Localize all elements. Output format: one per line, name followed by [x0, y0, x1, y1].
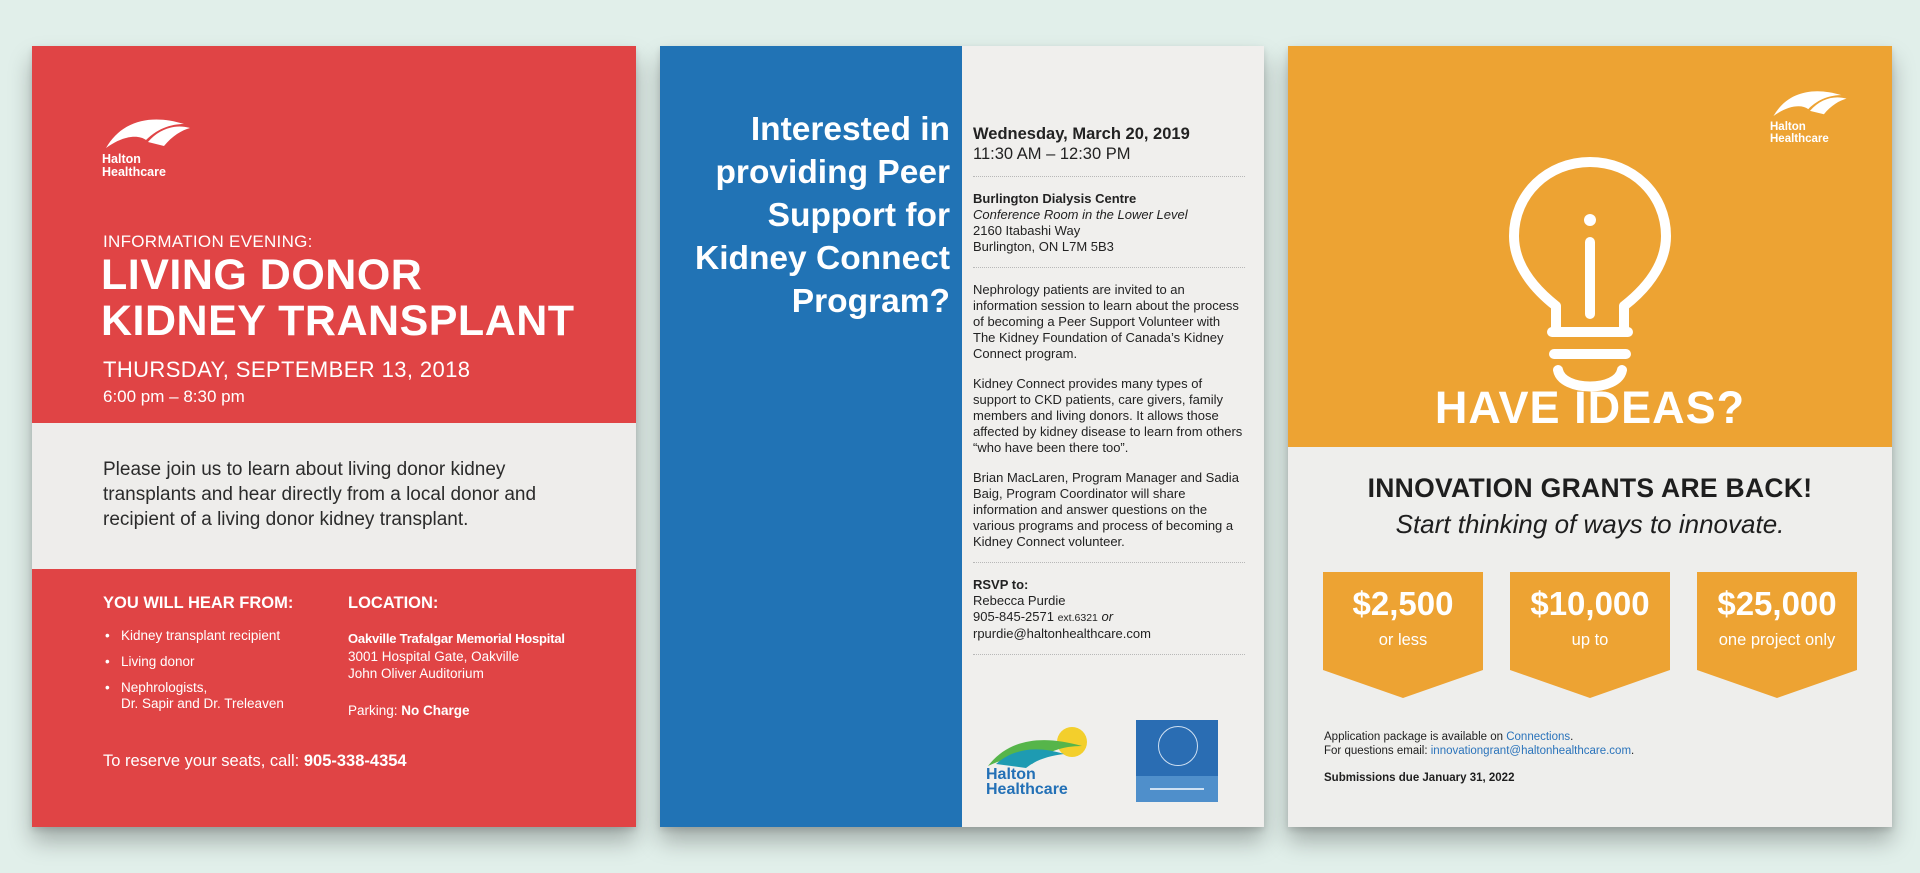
logo-line-1: Halton [1770, 121, 1806, 133]
location-name: Oakville Trafalgar Memorial Hospital [348, 631, 565, 646]
location-heading: LOCATION: [348, 594, 439, 612]
tier-amount: $10,000 [1530, 585, 1650, 622]
orange-panel [1288, 46, 1892, 447]
parking-value: No Charge [401, 703, 470, 718]
title-line-1: LIVING DONOR [101, 251, 423, 299]
halton-healthcare-logo [1770, 86, 1860, 145]
headline-line: providing Peer [715, 154, 950, 191]
tier-amount: $2,500 [1352, 585, 1454, 622]
tier-note: one project only [1718, 631, 1836, 649]
location-details [348, 630, 565, 683]
parking-info [348, 703, 470, 718]
info-line-1: Application package is available on Connections. [1324, 731, 1574, 743]
divider [973, 562, 1245, 563]
divider [973, 176, 1245, 177]
wave-logo-icon [1770, 86, 1850, 120]
headline-line: Program? [791, 283, 950, 320]
poster-headline: HAVE IDEAS? [1434, 382, 1746, 433]
poster-kidney-connect [660, 46, 1264, 827]
location-address: 3001 Hospital Gate, Oakville [348, 648, 520, 664]
grant-tier [1697, 572, 1857, 698]
reserve-phone: 905-338-4354 [303, 752, 407, 770]
event-date: Wednesday, March 20, 2019 [973, 125, 1190, 143]
info-line-2: For questions email: innovationgrant@haltonhealthcare.com. [1324, 745, 1635, 757]
poster-living-donor [32, 46, 636, 827]
logo-line-1: Halton [102, 152, 141, 166]
poster-innovation-grants [1288, 46, 1892, 827]
logo-line-2: Healthcare [986, 781, 1068, 798]
reserve-text: To reserve your seats, call: [103, 752, 300, 770]
info-text: Application package is available on [1324, 731, 1504, 743]
blue-panel [660, 46, 962, 827]
tier-note: or less [1378, 631, 1428, 649]
reserve-line [103, 752, 407, 771]
headline-line: Support for [767, 197, 950, 234]
kidney-foundation-logo [1136, 720, 1218, 802]
hear-from-heading: YOU WILL HEAR FROM: [103, 594, 294, 612]
lightbulb-icon [1508, 156, 1672, 401]
intro-band [32, 423, 636, 569]
list-item: • Kidney transplant recipient [103, 628, 284, 644]
grant-tier [1323, 572, 1483, 698]
logo-line-2: Healthcare [102, 165, 166, 179]
grant-tier [1510, 572, 1670, 698]
list-item-line: Nephrologists, [121, 680, 208, 695]
description-paragraph: Kidney Connect provides many types of support to CKD patients, care givers, family members and living donors. It allows those affected by kidney disease to learn from others “who have been there too”. [973, 376, 1243, 455]
logo-line-2: Healthcare [1770, 133, 1829, 145]
tier-note: up to [1571, 631, 1609, 649]
tagline: Start thinking of ways to innovate. [1395, 509, 1785, 539]
rsvp-name: Rebecca Purdie [973, 593, 1066, 608]
poster-headline [670, 108, 950, 323]
halton-healthcare-logo [102, 114, 212, 179]
list-item-line: Dr. Sapir and Dr. Treleaven [121, 696, 284, 711]
rsvp-or: or [1101, 609, 1114, 624]
event-time: 6:00 pm – 8:30 pm [103, 387, 245, 406]
tier-amount: $25,000 [1717, 585, 1837, 622]
application-info [1324, 730, 1634, 758]
venue-name: Burlington Dialysis Centre [973, 191, 1137, 206]
speaker-list [103, 628, 284, 722]
venue-room: Conference Room in the Lower Level [973, 207, 1188, 222]
event-date: THURSDAY, SEPTEMBER 13, 2018 [103, 357, 471, 382]
poster-title [101, 252, 575, 344]
headline-line: Interested in [750, 111, 950, 148]
rsvp-ext: ext.6321 [1057, 612, 1098, 624]
email-link[interactable]: innovationgrant@haltonhealthcare.com [1430, 745, 1632, 757]
rsvp-phone-line [973, 609, 1245, 626]
connections-link[interactable]: Connections [1506, 731, 1571, 743]
intro-text: Please join us to learn about living donor kidney transplants and hear directly from a local donor and recipient of a living donor kidney transplant. [103, 459, 537, 530]
logo-line-1: Halton [986, 766, 1036, 783]
location-room: John Oliver Auditorium [348, 666, 484, 681]
submission-deadline: Submissions due January 31, 2022 [1324, 772, 1515, 784]
venue-address-2: Burlington, ON L7M 5B3 [973, 239, 1114, 254]
headline-line: Kidney Connect [695, 240, 950, 277]
details-column [973, 124, 1245, 669]
info-text: For questions email: [1324, 745, 1428, 757]
rsvp-phone: 905-845-2571 [973, 609, 1054, 624]
description-paragraph: Brian MacLaren, Program Manager and Sadia Baig, Program Coordinator will share information and answer questions on the various programs and process of becoming a Kidney Connect volunteer. [973, 470, 1239, 549]
seal-icon [1158, 726, 1198, 766]
divider [973, 654, 1245, 655]
grants-heading: INNOVATION GRANTS ARE BACK! [1367, 473, 1813, 503]
rsvp-heading: RSVP to: [973, 577, 1029, 592]
title-line-2: KIDNEY TRANSPLANT [101, 297, 575, 345]
halton-healthcare-logo [986, 726, 1096, 797]
event-type-label: INFORMATION EVENING: [103, 232, 313, 251]
logo-bar [1136, 776, 1218, 802]
wave-logo-icon [102, 114, 194, 152]
event-time: 11:30 AM – 12:30 PM [973, 145, 1131, 163]
parking-label: Parking: [348, 703, 398, 718]
list-item [103, 680, 284, 712]
list-item: • Living donor [103, 654, 284, 670]
divider [973, 267, 1245, 268]
rsvp-email: rpurdie@haltonhealthcare.com [973, 626, 1151, 641]
description-paragraph: Nephrology patients are invited to an information session to learn about the process of becoming a Peer Support Volunteer with The Kidney Foundation of Canada’s Kidney Connect program. [973, 282, 1239, 361]
venue-address-1: 2160 Itabashi Way [973, 223, 1081, 238]
sun-wave-logo-icon [986, 726, 1096, 770]
